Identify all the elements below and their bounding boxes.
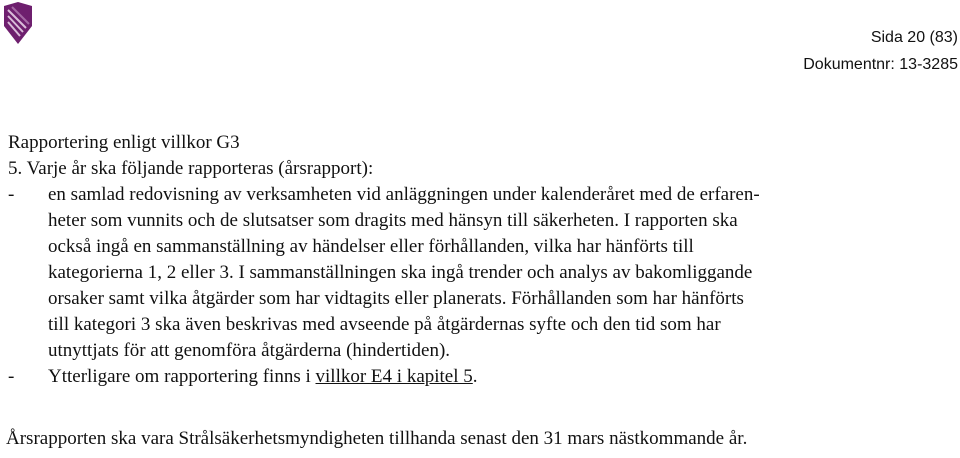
page-number: Sida 20 (83) — [870, 29, 958, 46]
bullet-dash: - — [8, 184, 15, 205]
bullet-item-2 — [8, 364, 956, 390]
bullet-line: heter som vunnits och de slutsatser som dragits med hänsyn till säkerheten. I rapporten ska — [48, 210, 738, 231]
bullet-period: . — [472, 366, 478, 387]
bullet-item-1 — [8, 182, 956, 364]
document-body — [8, 130, 956, 390]
page-header — [803, 24, 958, 78]
item-5: 5. Varje år ska följande rapporteras (årsrapport): — [8, 158, 374, 179]
section-heading: Rapportering enligt villkor G3 — [8, 132, 240, 153]
villkor-link[interactable]: villkor E4 i kapitel 5 — [315, 366, 473, 387]
bullet-line: till kategori 3 ska även beskrivas med avseende på åtgärdernas syfte och den tid som har — [48, 314, 721, 335]
document-number: Dokumentnr: 13-3285 — [803, 56, 958, 73]
bullet-text: Ytterligare om rapportering finns i — [48, 366, 316, 387]
ssm-logo-icon — [4, 2, 32, 44]
bullet-line: utnyttjats för att genomföra åtgärderna (hindertiden). — [48, 340, 451, 361]
final-paragraph: Årsrapporten ska vara Strålsäkerhetsmyndigheten tillhanda senast den 31 mars nästkommande år. — [6, 428, 748, 449]
bullet-line: kategorierna 1, 2 eller 3. I sammanställningen ska ingå trender och analys av bakomliggande — [48, 262, 753, 283]
bullet-line: orsaker samt vilka åtgärder som har vidtagits eller planerats. Förhållanden som har hänförts — [48, 288, 744, 309]
bullet-line: en samlad redovisning av verksamheten vid anläggningen under kalenderåret med de erfaren- — [48, 184, 760, 205]
bullet-dash: - — [8, 366, 15, 387]
bullet-line: också ingå en sammanställning av händelser eller förhållanden, vilka har hänförts till — [48, 236, 694, 257]
